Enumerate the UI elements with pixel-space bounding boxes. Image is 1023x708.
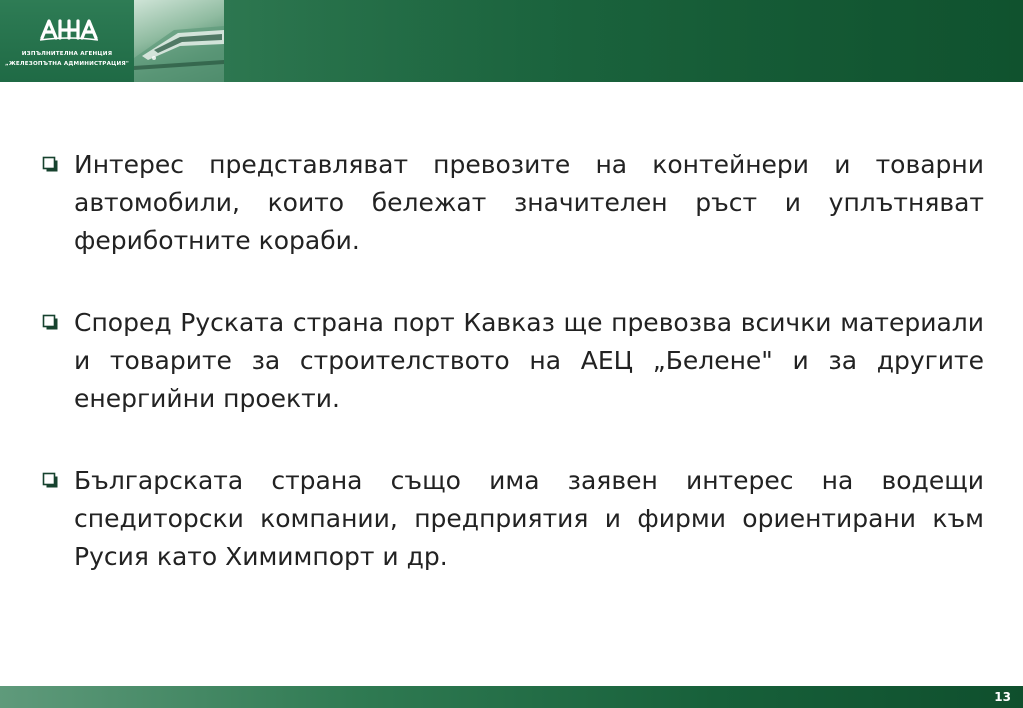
bullet-item [42, 146, 984, 260]
bullet-item [42, 462, 984, 576]
train-photo [134, 0, 224, 82]
bullet-text: Според Руската страна порт Кавказ ще превозва всички материали и товарите за строителството на АЕЦ „Белене" и за другите енергийни проекти. [74, 308, 984, 413]
bullet-text: Българската страна също има заявен интерес на водещи спедиторски компании, предприятия и фирми ориентирани към Русия като Химимпорт и др. [74, 466, 984, 571]
checkbox-square-icon [42, 156, 60, 174]
agency-name-line2: „ЖЕЛЕЗОПЪТНА АДМИНИСТРАЦИЯ" [4, 61, 130, 67]
checkbox-square-icon [42, 314, 60, 332]
agency-logo-icon [38, 16, 100, 42]
footer-band [0, 686, 1023, 708]
train-photo-icon [134, 0, 224, 82]
bullet-text: Интерес представляват превозите на контейнери и товарни автомобили, които бележат значителен ръст и уплътняват фериботните кораби. [74, 150, 984, 255]
bullet-list [42, 146, 984, 620]
agency-name-line1: ИЗПЪЛНИТЕЛНА АГЕНЦИЯ [21, 51, 113, 57]
checkbox-square-icon [42, 472, 60, 490]
header-band [0, 0, 1023, 82]
bullet-item [42, 304, 984, 418]
agency-logo-block [0, 0, 134, 82]
page-number: 13 [994, 690, 1011, 704]
header-gradient [224, 0, 1023, 82]
